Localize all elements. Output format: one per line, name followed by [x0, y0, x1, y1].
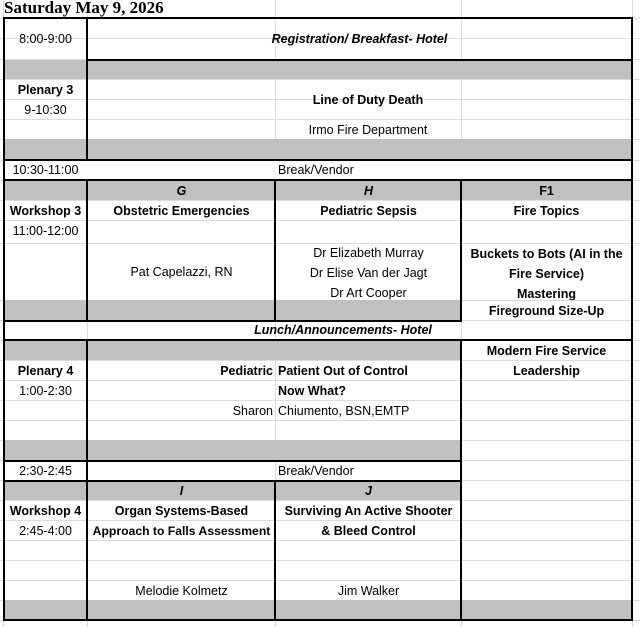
- presenter-g: Pat Capelazzi, RN: [130, 265, 233, 279]
- separator-band: [4, 60, 632, 79]
- f1-session-2b: Fireground Size-Up: [488, 304, 605, 318]
- time-break2: 2:30-2:45: [19, 464, 72, 478]
- plenary3-title: Line of Duty Death: [312, 93, 424, 107]
- break2-label: Break/Vendor: [278, 464, 354, 478]
- plenary4-label: Plenary 4: [17, 364, 74, 378]
- session-title-g: Obstetric Emergencies: [113, 204, 250, 218]
- plenary4-presenter-left: Sharon: [232, 404, 273, 418]
- workshop3-label: Workshop 3: [9, 204, 82, 218]
- presenter-h-2: Dr Elise Van der Jagt: [309, 266, 428, 280]
- f1-session-1a: Buckets to Bots (AI in the: [470, 247, 623, 261]
- time-registration: 8:00-9:00: [19, 32, 72, 46]
- f1-session-2a: Mastering: [516, 287, 577, 300]
- separator-band: [4, 600, 632, 620]
- session-title-j-2: & Bleed Control: [321, 524, 416, 538]
- workshop3-time: 11:00-12:00: [12, 224, 79, 238]
- workshop4-time: 2:45-4:00: [19, 524, 72, 538]
- registration-label: Registration/ Breakfast- Hotel: [271, 32, 448, 46]
- plenary4-time: 1:00-2:30: [19, 384, 72, 398]
- session-title-j-1: Surviving An Active Shooter: [284, 504, 453, 518]
- plenary4-presenter-right: Chiumento, BSN,EMTP: [278, 404, 410, 418]
- session-title-f1: Fire Topics: [513, 204, 580, 218]
- plenary3-label: Plenary 3: [17, 83, 74, 97]
- plenary3-presenter: Irmo Fire Department: [308, 123, 428, 137]
- f1-session-1b: Fire Service): [508, 267, 585, 281]
- time-break1: 10:30-11:00: [12, 163, 79, 177]
- track-code-h: H: [363, 183, 374, 198]
- break1-label: Break/Vendor: [278, 163, 354, 177]
- separator-band: [4, 139, 632, 160]
- page-title: Saturday May 9, 2026: [4, 0, 164, 17]
- track-code-i: I: [179, 484, 184, 498]
- track-code-f1: F1: [539, 183, 554, 198]
- plenary4-title-right-1: Patient Out of Control: [278, 364, 408, 378]
- f1-session-3a: Modern Fire Service: [486, 344, 607, 358]
- plenary3-time: 9-10:30: [24, 103, 67, 117]
- session-title-i-1: Organ Systems-Based: [114, 504, 249, 518]
- presenter-h-1: Dr Elizabeth Murray: [313, 246, 424, 260]
- track-code-j: J: [365, 484, 372, 498]
- workshop4-label: Workshop 4: [9, 504, 82, 518]
- separator-band: [4, 440, 461, 460]
- session-title-i-2: Approach to Falls Assessment: [92, 524, 271, 538]
- presenter-h-3: Dr Art Cooper: [330, 286, 407, 300]
- lunch-label: Lunch/Announcements- Hotel: [254, 323, 432, 337]
- separator-band: [4, 341, 461, 360]
- presenter-j: Jim Walker: [337, 584, 400, 598]
- f1-session-3b: Leadership: [513, 364, 580, 378]
- separator-band: [4, 300, 461, 320]
- presenter-i: Melodie Kolmetz: [135, 584, 228, 598]
- track-code-g: G: [176, 183, 187, 198]
- session-title-h: Pediatric Sepsis: [320, 204, 417, 218]
- plenary4-title-left: Pediatric: [220, 364, 273, 378]
- plenary4-title-right-2: Now What?: [278, 384, 347, 398]
